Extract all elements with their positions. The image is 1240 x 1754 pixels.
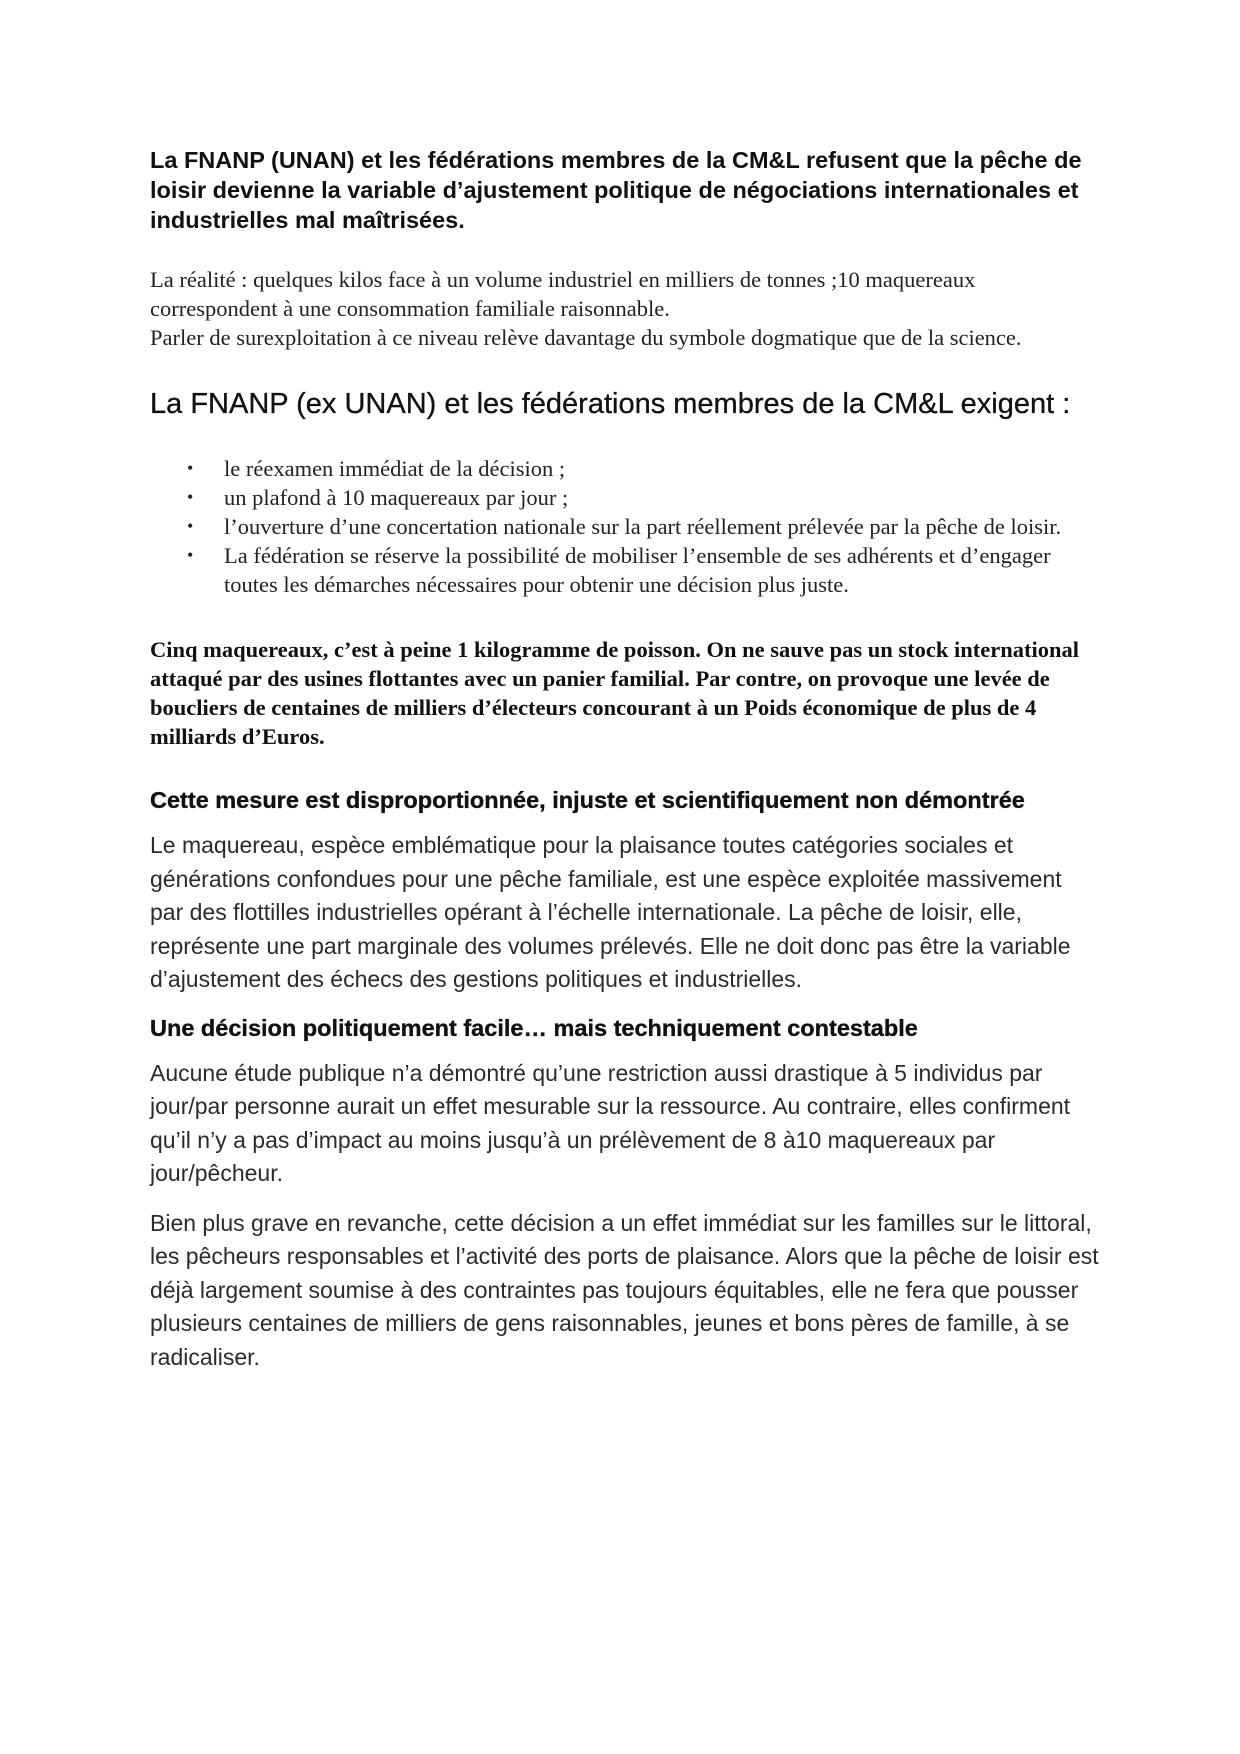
section-paragraph-decision-2: Bien plus grave en revanche, cette décision a un effet immédiat sur les familles sur le littoral, les pêcheurs responsables et l’activité des ports de plaisance. Alors que la pêche de loisir est déjà largement soumise à des contraintes pas toujours équitables, elle ne fera que pousser plusieurs centaines de milliers de gens raisonnables, jeunes et bons pères de famille, à se radicaliser. (150, 1209, 1099, 1370)
reality-line-1: La réalité : quelques kilos face à un volume industriel en milliers de tonnes ;10 maquereaux correspondent à une consommation familiale raisonnable. (150, 267, 976, 321)
section-paragraph-decision-1: Aucune étude publique n’a démontré qu’une restriction aussi drastique à 5 individus par jour/par personne aurait un effet mesurable sur la ressource. Au contraire, elles confirment qu’il n’y a pas d’impact au moins jusqu’à un prélèvement de 8 à10 maquereaux par jour/pêcheur. (150, 1059, 1071, 1186)
section-heading-decision: Une décision politiquement facile… mais techniquement contestable (150, 1014, 918, 1041)
section-heading-disproportion: Cette mesure est disproportionnée, injuste et scientifiquement non démontrée (150, 787, 1025, 813)
demands-heading: La FNANP (ex UNAN) et les fédérations membres de la CM&L exigent : (150, 388, 1071, 420)
demand-item-text: un plafond à 10 maquereaux par jour ; (224, 485, 569, 510)
bullet-icon: • (187, 458, 194, 478)
intro-heading: La FNANP (UNAN) et les fédérations membres de la CM&L refusent que la pêche de loisir devienne la variable d’ajustement politique de négociations internationales et industrielles mal maîtrisées. (150, 147, 1082, 233)
demand-item-text: le réexamen immédiat de la décision ; (224, 456, 566, 481)
document-content (150, 145, 1100, 1390)
reality-paragraph (150, 265, 1100, 352)
bold-statement: Cinq maquereaux, c’est à peine 1 kilogramme de poisson. On ne sauve pas un stock international attaqué par des usines flottantes avec un panier familial. Par contre, on provoque une levée de boucliers de centaines de milliers d’électeurs concourant à un Poids économique de plus de 4 milliards d’Euros. (150, 637, 1080, 749)
bullet-icon: • (187, 487, 194, 507)
demands-list (150, 454, 1100, 599)
demand-item (150, 454, 1100, 483)
demand-item-text: l’ouverture d’une concertation nationale sur la part réellement prélevée par la pêche de loisir. (224, 514, 1062, 539)
bullet-icon: • (187, 516, 194, 536)
demand-item (150, 541, 1100, 599)
reality-line-2: Parler de surexploitation à ce niveau relève davantage du symbole dogmatique que de la science. (150, 325, 1022, 350)
section-paragraph-disproportion: Le maquereau, espèce emblématique pour la plaisance toutes catégories sociales et générations confondues pour une pêche familiale, est une espèce exploitée massivement par des flottilles industrielles opérant à l’échelle internationale. La pêche de loisir, elle, représente une part marginale des volumes prélevés. Elle ne doit donc pas être la variable d’ajustement des échecs des gestions politiques et industrielles. (150, 832, 1071, 992)
demand-item (150, 512, 1100, 541)
bullet-icon: • (187, 545, 194, 565)
demand-item-text: La fédération se réserve la possibilité de mobiliser l’ensemble de ses adhérents et d’engager toutes les démarches nécessaires pour obtenir une décision plus juste. (224, 543, 1051, 597)
demand-item (150, 483, 1100, 512)
